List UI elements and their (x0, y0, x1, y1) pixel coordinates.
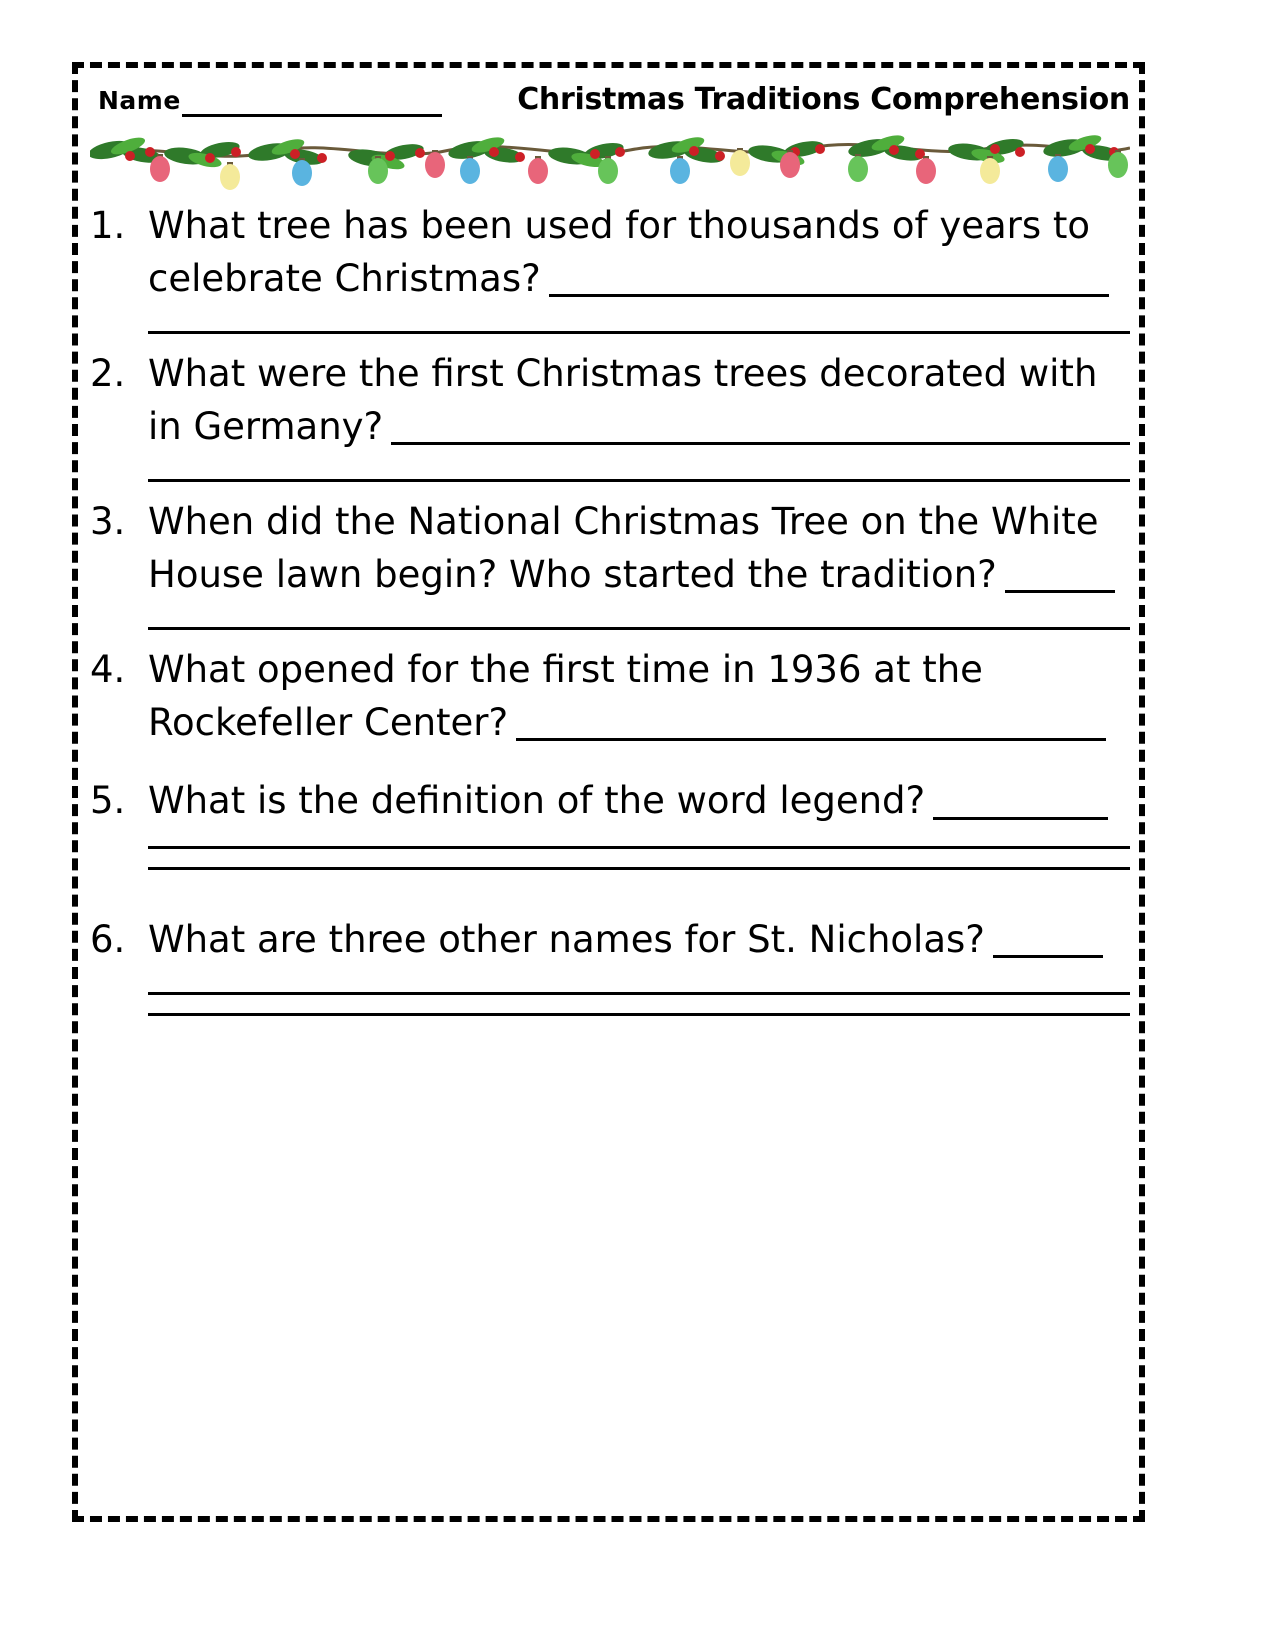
answer-blank-inline[interactable] (516, 738, 1106, 741)
question-item (90, 775, 1130, 870)
questions-list (90, 200, 1130, 1016)
answer-blank-line[interactable] (148, 627, 1130, 630)
question-number: 6. (90, 917, 126, 961)
question-text-line: When did the National Christmas Tree on the White (148, 500, 1099, 544)
question-text-line: What are three other names for St. Nicholas? (148, 917, 985, 961)
question-item (90, 644, 1130, 749)
question-text-line: House lawn begin? Who started the tradition? (148, 552, 997, 596)
question-number: 2. (90, 352, 126, 396)
answer-blank-line[interactable] (148, 867, 1130, 870)
answer-blank-line[interactable] (148, 331, 1130, 334)
question-item (90, 496, 1130, 630)
answer-blank-line[interactable] (148, 1013, 1130, 1016)
question-text-line: What were the first Christmas trees decorated with (148, 352, 1098, 396)
answer-blank-inline[interactable] (993, 955, 1103, 958)
answer-blank-inline[interactable] (391, 442, 1130, 445)
question-text-line: What opened for the first time in 1936 at the (148, 648, 983, 692)
name-label: Name (98, 86, 181, 115)
question-number: 4. (90, 648, 126, 692)
question-number: 3. (90, 500, 126, 544)
answer-blank-line[interactable] (148, 846, 1130, 849)
question-item (90, 348, 1130, 482)
worksheet-header (90, 72, 1130, 128)
question-text-line: in Germany? (148, 404, 384, 448)
question-text-line: Rockefeller Center? (148, 700, 509, 744)
question-text-line: What tree has been used for thousands of years to (148, 204, 1091, 247)
answer-blank-line[interactable] (148, 992, 1130, 995)
question-text-line: What is the definition of the word legend? (148, 779, 926, 823)
answer-blank-inline[interactable] (933, 817, 1108, 820)
question-item (90, 200, 1130, 334)
answer-blank-line[interactable] (148, 479, 1130, 482)
answer-blank-inline[interactable] (549, 294, 1109, 297)
worksheet-content (90, 72, 1130, 1512)
christmas-lights-garland-icon (90, 132, 1130, 194)
page-title: Christmas Traditions Comprehension (517, 82, 1130, 117)
question-text-line: celebrate Christmas? (148, 256, 541, 300)
question-number: 1. (90, 204, 126, 247)
answer-blank-inline[interactable] (1005, 590, 1115, 593)
question-number: 5. (90, 779, 126, 823)
name-blank-line[interactable] (182, 114, 442, 117)
question-item (90, 914, 1130, 1017)
